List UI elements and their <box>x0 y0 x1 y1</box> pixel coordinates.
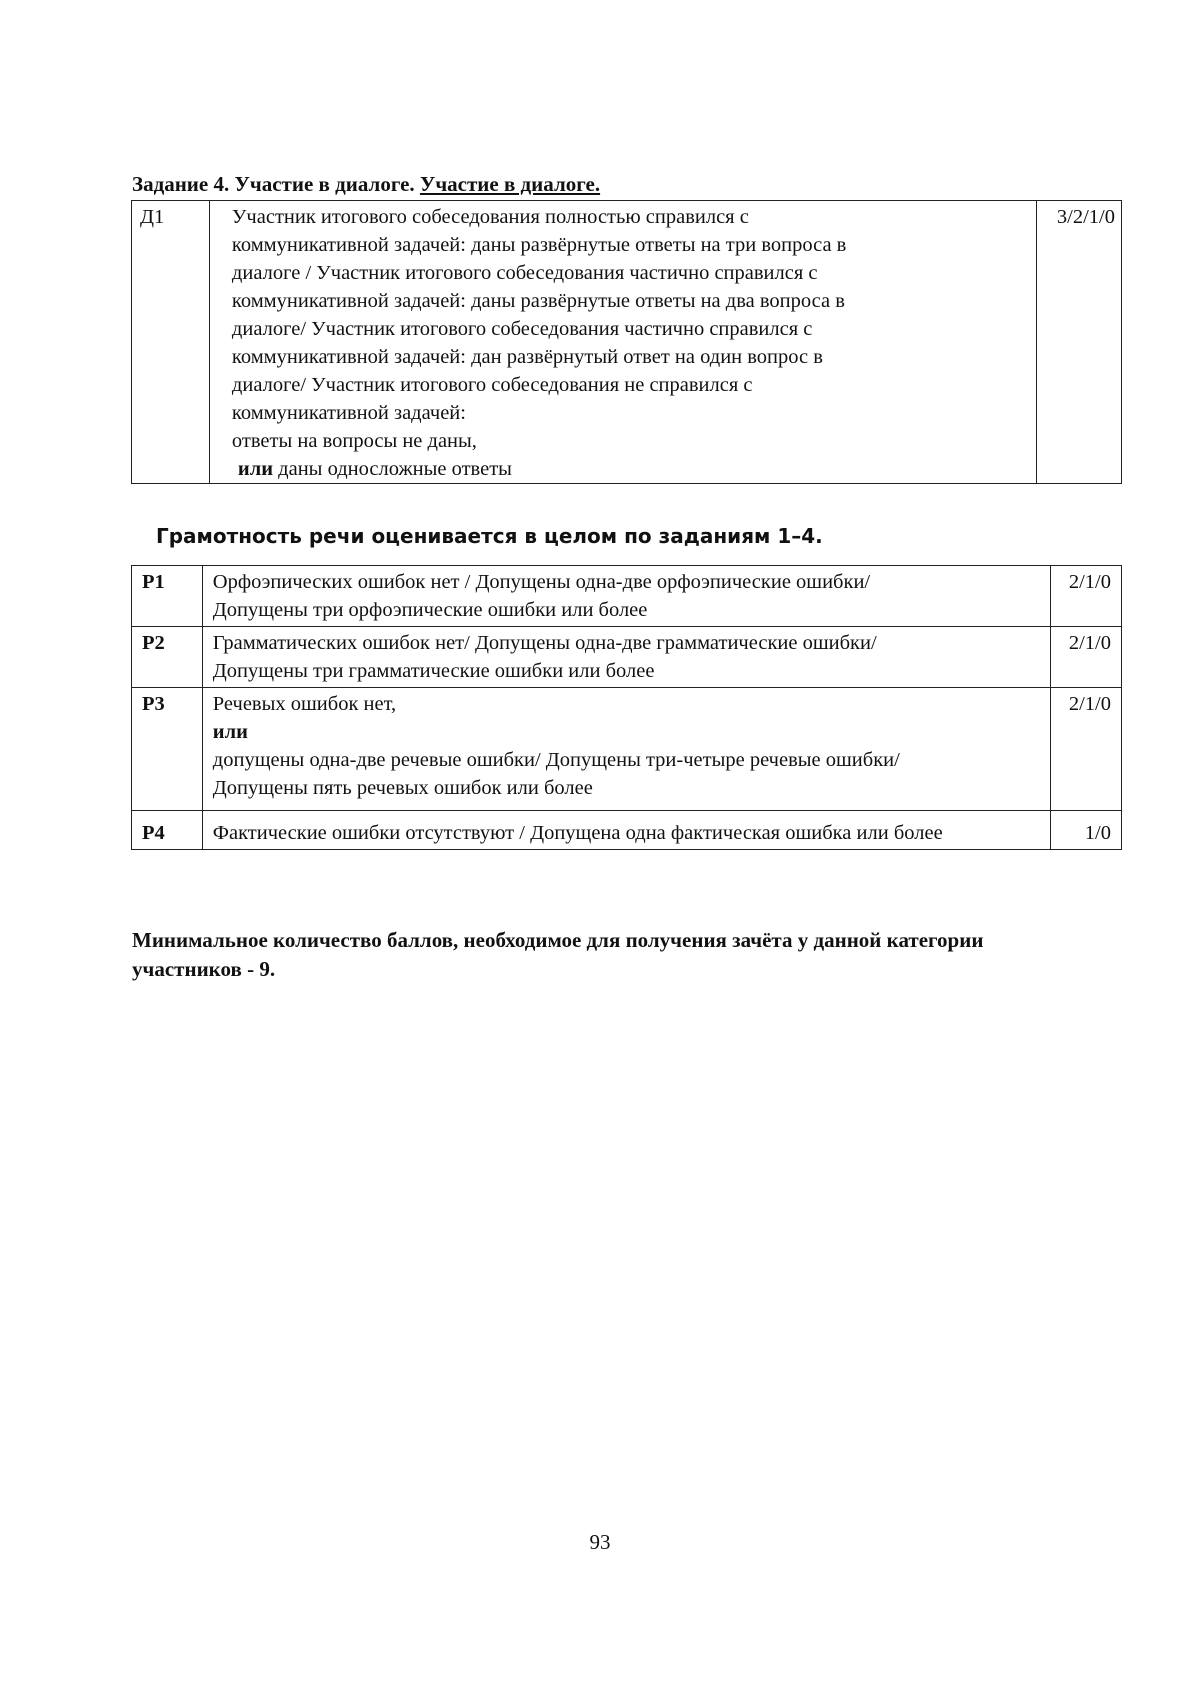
task4-criteria-table <box>131 200 1122 484</box>
description-line: коммуникативной задачей: <box>231 402 466 424</box>
description-line: Грамматических ошибок нет/ Допущены одна-две грамматические ошибки/ <box>212 632 877 654</box>
criterion-code: Р4 <box>132 811 203 850</box>
criterion-score: 2/1/0 <box>1051 627 1122 688</box>
description-line: коммуникативной задачей: даны развёрнутые ответы на три вопроса в <box>231 234 847 256</box>
description-line: диалоге/ Участник итогового собеседования не справился с <box>231 374 753 396</box>
table-row <box>132 627 1122 688</box>
description-line: диалоге / Участник итогового собеседования частично справился с <box>231 262 818 284</box>
description-line: Орфоэпических ошибок нет / Допущены одна-две орфоэпические ошибки/ <box>212 571 871 593</box>
task4-heading-part1: Задание 4. Участие в диалоге. <box>132 172 420 196</box>
description-line: Допущены три грамматические ошибки или более <box>212 660 655 682</box>
criterion-score: 2/1/0 <box>1051 566 1122 627</box>
literacy-criteria-table <box>131 565 1122 850</box>
task4-heading-part2: Участие в диалоге. <box>419 172 601 196</box>
description-line: Допущены пять речевых ошибок или более <box>212 777 593 799</box>
table-row <box>132 566 1122 627</box>
criterion-description <box>202 627 1050 688</box>
description-line: коммуникативной задачей: даны развёрнутые ответы на два вопроса в <box>231 290 845 312</box>
criterion-code: Р2 <box>132 627 203 688</box>
table-row <box>132 201 1122 484</box>
description-line: ответы на вопросы не даны, <box>231 430 477 452</box>
description-line: допущены одна-две речевые ошибки/ Допущены три-четыре речевые ошибки/ <box>212 749 900 771</box>
or-word: или <box>237 458 274 480</box>
description-line-rest: даны односложные ответы <box>273 458 512 480</box>
page-number: 93 <box>589 1530 611 1554</box>
criterion-score: 1/0 <box>1051 811 1122 850</box>
description-line: Допущены три орфоэпические ошибки или более <box>212 599 648 621</box>
criterion-code: Д1 <box>132 201 210 484</box>
description-line-last <box>232 455 1026 483</box>
minimum-score-note: Минимальное количество баллов, необходимое для получения зачёта у данной категории участников - 9. <box>132 928 984 981</box>
description-line: Участник итогового собеседования полностью справился с <box>231 206 749 228</box>
table-row <box>132 811 1122 850</box>
task4-heading <box>132 172 600 197</box>
criterion-code: Р1 <box>132 566 203 627</box>
literacy-heading: Грамотность речи оценивается в целом по заданиям 1–4. <box>156 524 823 548</box>
description-line: Речевых ошибок нет, <box>212 693 397 715</box>
criterion-score: 3/2/1/0 <box>1037 201 1122 484</box>
criterion-score: 2/1/0 <box>1051 688 1122 811</box>
criterion-description <box>202 688 1050 811</box>
description-line: диалоге/ Участник итогового собеседования частично справился с <box>231 318 813 340</box>
description-line: коммуникативной задачей: дан развёрнутый ответ на один вопрос в <box>231 346 823 368</box>
criterion-description: Фактические ошибки отсутствуют / Допущена одна фактическая ошибка или более <box>202 811 1050 850</box>
table-row <box>132 688 1122 811</box>
or-word: или <box>212 721 248 743</box>
criterion-description <box>209 201 1036 484</box>
criterion-description <box>202 566 1050 627</box>
criterion-code: Р3 <box>132 688 203 811</box>
